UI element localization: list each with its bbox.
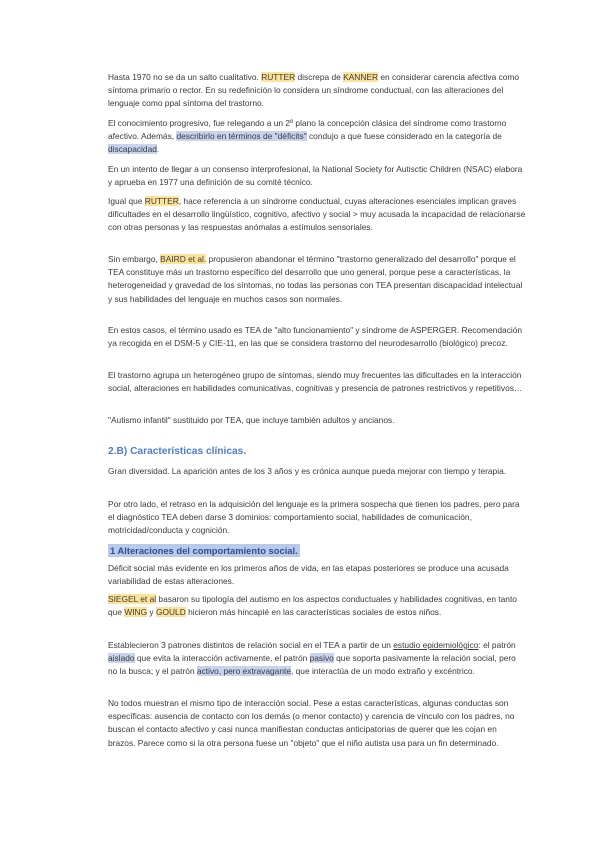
subsection-heading: 1 Alteraciones del comportamiento social. xyxy=(110,545,298,556)
highlight-activo: activo, pero extravagante xyxy=(196,666,291,677)
paragraph-asperger: En estos casos, el término usado es TEA de "alto funcionamiento" y síndrome de ASPERGER. Recomendación ya recogida en el DSM-5 y CIE-11, en las que se considera trastorno del neurodesarrollo (biológico) precoz. xyxy=(108,325,523,349)
paragraph-nsac: En un intento de llegar a un consenso interprofesional, la National Society for Autisctic Children (NSAC) elabora y aprueba en 1977 una definición de su comité técnico. xyxy=(108,164,523,188)
paragraph-baird xyxy=(108,253,526,306)
highlight-siegel: SIEGEL et al xyxy=(108,594,157,604)
text: Hasta 1970 no se da un salto cualitativo. xyxy=(108,72,262,82)
text: . xyxy=(156,144,160,155)
paragraph-patrones xyxy=(108,639,526,679)
highlight-discapacidad: discapacidad xyxy=(108,144,157,155)
highlight-pasivo: pasivo xyxy=(309,653,334,664)
highlight-gould: GOULD xyxy=(155,607,186,618)
paragraph-deficit-social: Déficit social más evidente en los primeros años de vida, en las etapas posteriores se produce una acusada variabilidad de estas alteraciones. xyxy=(108,563,509,587)
text: discrepa de xyxy=(295,72,344,82)
text: , hace referencia a un síndrome conductual, cuyas alteraciones esenciales implican graves dificultades en el desarrollo lingüístico, cognitivo, afectivo y social > muy acusada la incapacidad de relacionarse con otras personas y las respuestas anómalas a estímulos sensoriales. xyxy=(108,196,526,233)
paragraph-sindrome-conductual xyxy=(108,195,526,235)
text: basaron su tipología del autismo en los aspectos conductuales y habilidades cognitivas, en tanto que xyxy=(108,594,517,618)
text: Sin embargo, xyxy=(108,254,161,264)
text: que evita la interacción activamente, el patrón xyxy=(134,653,310,664)
paragraph-siegel xyxy=(108,593,526,619)
highlight-rutter: RUTTER xyxy=(261,72,296,82)
text: que soporta pasivamente la relación social, pero no la busca; y el patrón xyxy=(108,653,516,677)
highlight-kanner: KANNER xyxy=(343,72,379,82)
text: condujo a que fuese considerado en la categoría de xyxy=(306,131,502,142)
text: en considerar carencia afectiva como síntoma primario o rector. En su redefinición lo considera un síndrome conductual, con las alteraciones del lenguaje como ppal síntoma del trastorno. xyxy=(108,72,520,109)
highlight-rutter: RUTTER xyxy=(144,196,179,206)
text: y xyxy=(147,607,156,618)
paragraph-diversidad: Gran diversidad. La aparición antes de los 3 años y es crónica aunque pueda mejorar con tiempo y terapia. xyxy=(108,466,507,476)
underline-estudio: estudio epidemiológico xyxy=(393,640,479,650)
paragraph-retraso-lenguaje: Por otro lado, el retraso en la adquisición del lenguaje es la primera sospecha que tienen los padres, pero para el diagnóstico TEA deben darse 3 dominios: comportamiento social, habilidades de comunicación, motricidad/conducta y cognición. xyxy=(108,499,520,536)
text: hicieron más hincapié en las características sociales de estos niños. xyxy=(185,607,442,618)
section-heading: 2.B) Características clínicas. xyxy=(108,446,247,457)
highlight-deficits: describirlo en términos de "déficits" xyxy=(176,131,307,142)
highlight-baird: BAIRD et al. xyxy=(160,254,207,264)
text: El conocimiento progresivo, fue relegando a un 2º plano la concepción clásica del síndrome como trastorno afectivo. Además, xyxy=(108,118,507,142)
text: : el patrón xyxy=(478,640,516,650)
text: , que interactúa de un modo extraño y excéntrico. xyxy=(290,666,475,677)
highlight-aislado: aislado xyxy=(108,653,135,664)
paragraph-trastorno: El trastorno agrupa un heterogéneo grupo de síntomas, siendo muy frecuentes las dificultades en la interacción social, alteraciones en habilidades comunicativas, cognitivas y presencia de patrones restrictivos y repetitivos… xyxy=(108,370,523,394)
highlight-wing: WING xyxy=(124,607,148,618)
text: propusieron abandonar el término "trastorno generalizado del desarrollo" porque el TEA constituye más un trastorno específico del desarrollo que uno general, porque pese a características, la heterogeneidad y gravedad de los síntomas, no todas las personas con TEA presentan discapacidad intelectual y sus habilidades del lenguaje en muchos casos son normales. xyxy=(108,254,523,304)
text: Igual que xyxy=(108,196,145,206)
paragraph-autismo-infantil: "Autismo infantil" sustituido por TEA, que incluye también adultos y ancianos. xyxy=(108,415,395,425)
paragraph-rutter-kanner xyxy=(108,71,526,111)
paragraph-interaccion: No todos muestran el mismo tipo de interacción social. Pese a estas características, algunas conductas son específicas: ausencia de contacto con los demás (o menor contacto) y carencia de vínculo con los padres, no buscan el contacto afectivo y casi nunca manifiestan conductas anticipatorias de querer que les cojan en brazos. Parece como si la otra persona fuese un "objeto" que el niño autista usa para un fin determinado. xyxy=(108,698,515,748)
text: Establecieron 3 patrones distintos de relación social en el TEA a partir de un xyxy=(108,640,394,650)
paragraph-conocimiento xyxy=(108,117,526,157)
